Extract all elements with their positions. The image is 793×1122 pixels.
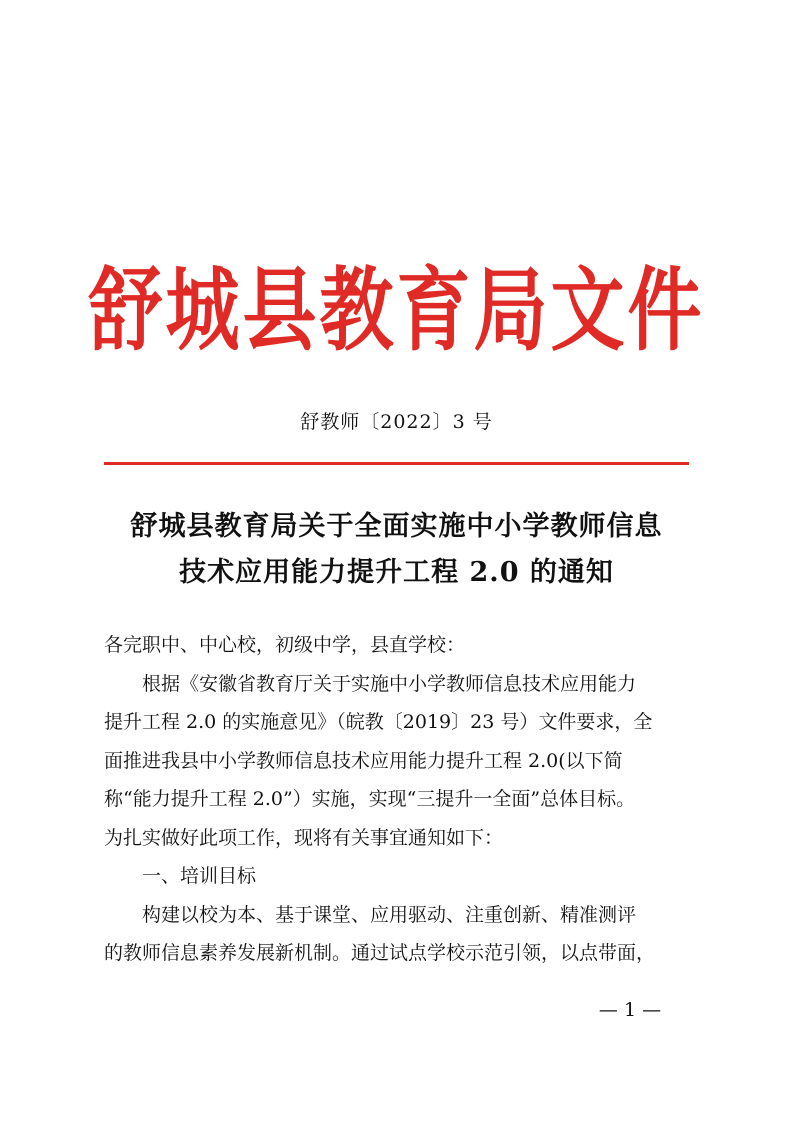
page-number: — 1 —: [598, 999, 662, 1021]
masthead-title: 舒城县教育局文件: [88, 258, 705, 364]
notice-title-line-1: 舒城县教育局关于全面实施中小学教师信息: [130, 511, 663, 542]
red-divider-line: [104, 462, 689, 465]
notice-title-line-2: 技术应用能力提升工程 2.0 的通知: [179, 557, 614, 588]
paragraph-2-line-2: 的教师信息素养发展新机制。通过试点学校示范引领，以点带面，: [104, 942, 656, 964]
paragraph-1-line-1: 根据《安徽省教育厅关于实施中小学教师信息技术应用能力: [142, 672, 637, 695]
document-body: [104, 626, 694, 973]
addressee-line: 各完职中、中心校，初级中学，县直学校：: [104, 634, 466, 656]
paragraph-1-line-5: 为扎实做好此项工作，现将有关事宜通知如下：: [104, 826, 504, 849]
paragraph-1-line-2: 提升工程 2.0 的实施意见》（皖教〔2019〕23 号）文件要求，全: [104, 711, 653, 733]
paragraph-1-line-3: 面推进我县中小学教师信息技术应用能力提升工程 2.0(以下简: [104, 749, 623, 772]
section-1-heading: 一、培训目标: [142, 865, 257, 887]
notice-title: [90, 504, 703, 596]
paragraph-1-line-4: 称“能力提升工程 2.0”）实施，实现“三提升一全面”总体目标。: [104, 788, 636, 810]
document-number: 舒教师〔2022〕3 号: [300, 411, 493, 433]
paragraph-2-line-1: 构建以校为本、基于课堂、应用驱动、注重创新、精准测评: [142, 903, 637, 926]
